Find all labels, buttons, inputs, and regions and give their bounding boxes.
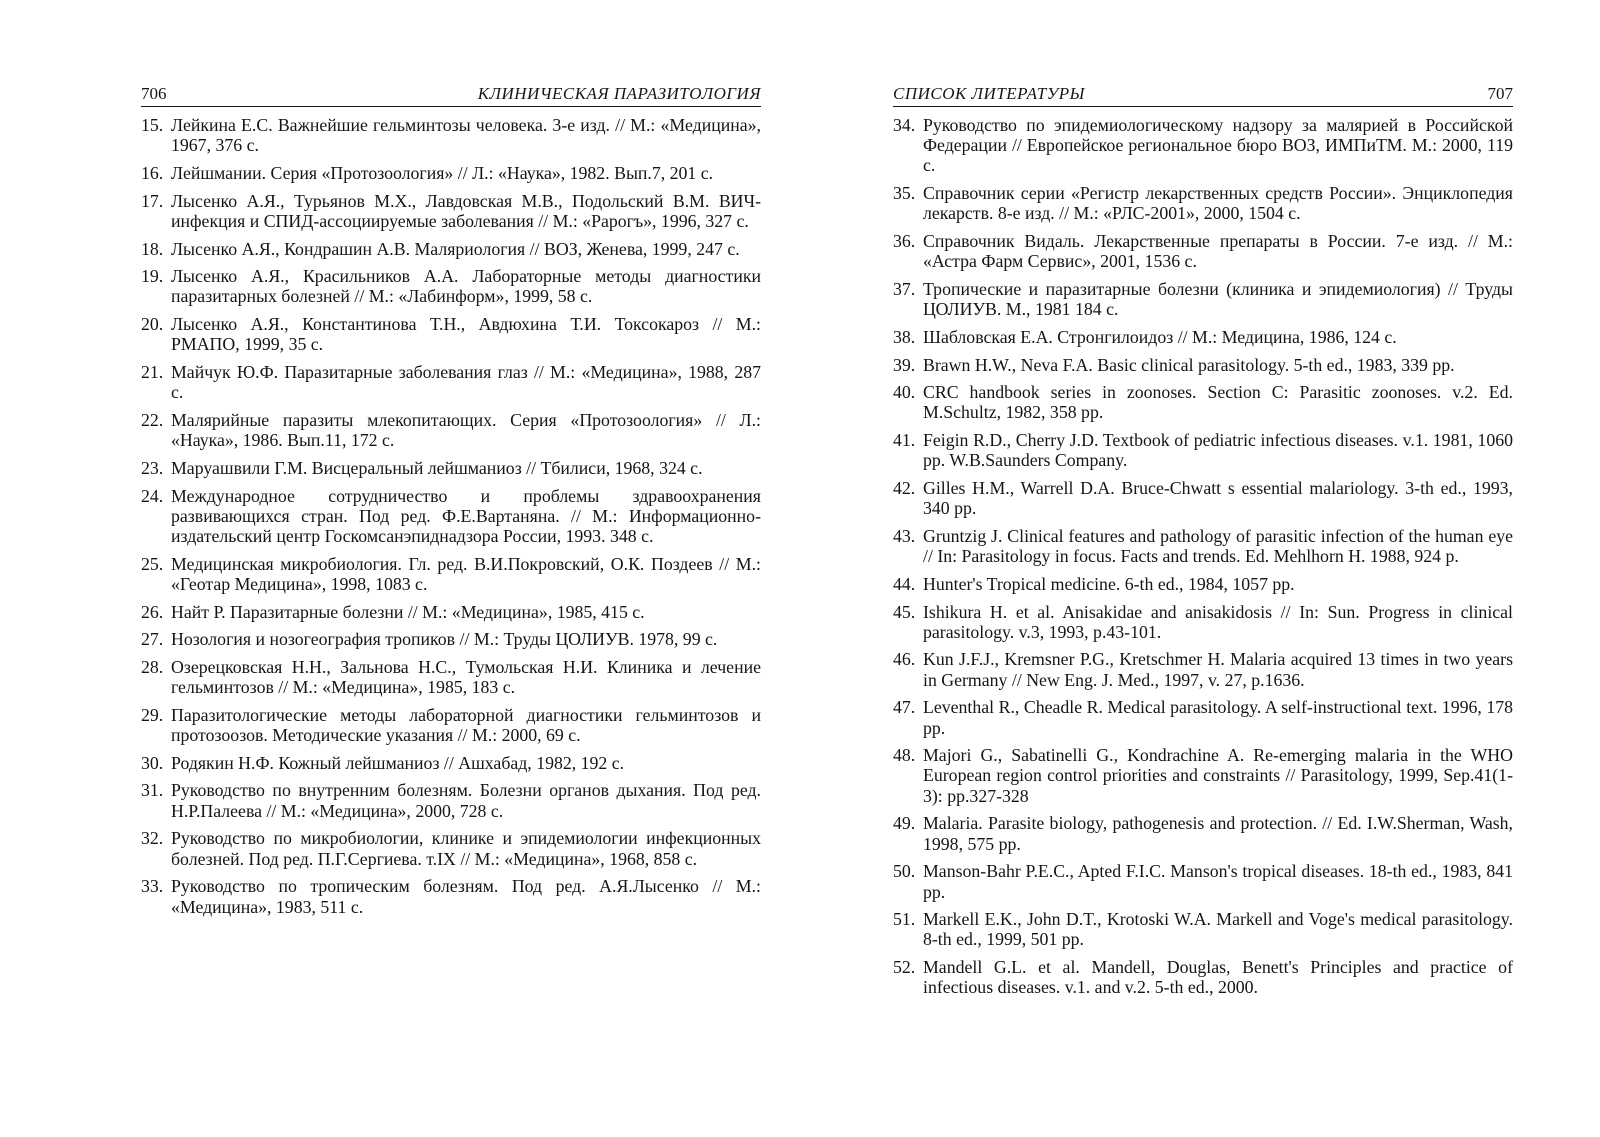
reference-number: 47. (893, 697, 916, 718)
reference-text: CRC handbook series in zoonoses. Section C: Parasitic zoonoses. v.2. Ed. M.Schultz, 1982, 358 pp. (923, 382, 1513, 423)
reference-item (141, 163, 761, 183)
reference-text: Лысенко А.Я., Константинова Т.Н., Авдюхина Т.И. Токсокароз // М.: РМАПО, 1999, 35 с. (171, 314, 761, 355)
reference-number: 46. (893, 649, 916, 670)
reference-number: 51. (893, 909, 916, 930)
reference-text: Manson-Bahr P.E.C., Apted F.I.C. Manson's tropical diseases. 18-th ed., 1983, 841 pp. (923, 861, 1513, 902)
right-running-head (893, 80, 1513, 107)
reference-item (141, 191, 761, 231)
reference-text: Лысенко А.Я., Турьянов М.Х., Лавдовская М.В., Подольский В.М. ВИЧ-инфекция и СПИД-ассоциируемые заболевания // М.: «Рарогъ», 1996, 327 с. (171, 190, 761, 231)
reference-text: Leventhal R., Cheadle R. Medical parasitology. A self-instructional text. 1996, 178 pp. (923, 697, 1513, 738)
reference-number: 19. (141, 266, 164, 287)
reference-text: Gilles H.M., Warrell D.A. Bruce-Chwatt s essential malariology. 3-th ed., 1993, 340 pp. (923, 478, 1513, 519)
reference-number: 52. (893, 957, 916, 978)
reference-number: 22. (141, 409, 164, 430)
reference-text: Родякин Н.Ф. Кожный лейшманиоз // Ашхабад, 1982, 192 с. (171, 752, 625, 773)
reference-text: Тропические и паразитарные болезни (клиника и эпидемиология) // Труды ЦОЛИУВ. М., 1981 184 с. (923, 278, 1513, 320)
reference-text: Международное сотрудничество и проблемы здравоохранения развивающихся стран. Под ред. Ф.Е.Вартаняна. // М.: Информационно-издательский центр Госкомсанэпиднадзора России, 1993. 348 с. (171, 485, 761, 546)
reference-item (893, 649, 1513, 689)
left-page-number: 706 (141, 84, 167, 103)
right-reference-list (893, 115, 1513, 998)
reference-text: Справочник Видаль. Лекарственные препараты в России. 7-е изд. // М.: «Астра Фарм Сервис», 2001, 1536 с. (923, 231, 1513, 272)
reference-number: 32. (141, 828, 164, 849)
reference-item (893, 478, 1513, 518)
reference-item (141, 410, 761, 450)
reference-number: 23. (141, 457, 164, 478)
reference-number: 26. (141, 601, 164, 622)
reference-item (893, 957, 1513, 997)
left-reference-list (141, 115, 761, 917)
reference-text: Майчук Ю.Ф. Паразитарные заболевания глаз // М.: «Медицина», 1988, 287 с. (171, 362, 761, 403)
reference-item (141, 876, 761, 916)
reference-item (893, 526, 1513, 566)
reference-number: 20. (141, 314, 164, 335)
reference-text: Руководство по эпидемиологическому надзору за малярией в Российской Федерации // Европейское региональное бюро ВОЗ, ИМПиТМ. М.: 2000, 119 с. (923, 115, 1513, 176)
reference-text: Руководство по тропическим болезням. Под ред. А.Я.Лысенко // М.: «Медицина», 1983, 511 с. (171, 876, 761, 917)
reference-item (893, 279, 1513, 319)
reference-item (893, 355, 1513, 375)
reference-number: 17. (141, 190, 164, 211)
right-page (893, 80, 1513, 1005)
reference-item (893, 382, 1513, 422)
reference-text: Malaria. Parasite biology, pathogenesis and protection. // Ed. I.W.Sherman, Wash, 1998, 575 pp. (923, 813, 1513, 854)
reference-number: 39. (893, 354, 916, 375)
reference-number: 25. (141, 553, 164, 574)
reference-number: 30. (141, 752, 164, 773)
reference-text: Нозология и нозогеография тропиков // М.: Труды ЦОЛИУВ. 1978, 99 с. (171, 629, 718, 650)
reference-text: Шабловская Е.А. Стронгилоидоз // М.: Медицина, 1986, 124 с. (923, 326, 1397, 347)
left-page (141, 80, 761, 924)
left-running-title: КЛИНИЧЕСКАЯ ПАРАЗИТОЛОГИЯ (477, 84, 761, 103)
reference-number: 24. (141, 485, 164, 506)
right-running-title: СПИСОК ЛИТЕРАТУРЫ (893, 84, 1085, 103)
reference-text: Kun J.F.J., Kremsner P.G., Kretschmer H. Malaria acquired 13 times in two years in Germany // New Eng. J. Med., 1997, v. 27, p.1636. (923, 649, 1513, 690)
reference-item (893, 813, 1513, 853)
reference-item (893, 574, 1513, 594)
reference-text: Лысенко А.Я., Кондрашин А.В. Маляриология // ВОЗ, Женева, 1999, 247 с. (171, 238, 740, 259)
reference-text: Ishikura H. et al. Anisakidae and anisakidosis // In: Sun. Progress in clinical parasitology. v.3, 1993, p.43-101. (923, 601, 1513, 642)
reference-item (141, 828, 761, 868)
reference-number: 18. (141, 238, 164, 259)
reference-text: Feigin R.D., Cherry J.D. Textbook of pediatric infectious diseases. v.1. 1981, 1060 pp. W.B.Saunders Company. (923, 430, 1513, 471)
reference-item (141, 314, 761, 354)
reference-text: Медицинская микробиология. Гл. ред. В.И.Покровский, О.К. Поздеев // М.: «Геотар Медицина», 1998, 1083 с. (171, 553, 761, 594)
reference-number: 35. (893, 183, 916, 204)
reference-number: 15. (141, 115, 164, 135)
reference-number: 49. (893, 813, 916, 834)
reference-text: Малярийные паразиты млекопитающих. Серия «Протозоология» // Л.: «Наука», 1986. Вып.11, 172 с. (171, 409, 761, 451)
reference-item (893, 909, 1513, 949)
reference-number: 38. (893, 326, 916, 347)
right-page-number: 707 (1487, 84, 1513, 103)
reference-item (893, 327, 1513, 347)
reference-number: 50. (893, 861, 916, 882)
reference-number: 45. (893, 601, 916, 622)
reference-number: 34. (893, 115, 916, 135)
reference-text: Brawn H.W., Neva F.A. Basic clinical parasitology. 5-th ed., 1983, 339 pp. (923, 354, 1455, 375)
reference-text: Найт Р. Паразитарные болезни // М.: «Медицина», 1985, 415 с. (171, 601, 645, 622)
reference-number: 43. (893, 525, 916, 546)
reference-text: Majori G., Sabatinelli G., Kondrachine A. Re-emerging malaria in the WHO European region control priorities and constraints // Parasitology, 1999, Sep.41(1-3): pp.327-328 (923, 745, 1513, 806)
reference-text: Лысенко А.Я., Красильников А.А. Лабораторные методы диагностики паразитарных болезней // М.: «Лабинформ», 1999, 58 с. (171, 266, 761, 307)
reference-number: 40. (893, 382, 916, 403)
reference-item (141, 239, 761, 259)
reference-text: Руководство по микробиологии, клинике и эпидемиологии инфекционных болезней. Под ред. П.Г.Сергиева. т.IX // М.: «Медицина», 1968, 858 с. (171, 828, 761, 869)
reference-text: Справочник серии «Регистр лекарственных средств России». Энциклопедия лекарств. 8-е изд. // М.: «РЛС-2001», 2000, 1504 с. (923, 183, 1513, 224)
reference-text: Лейкина Е.С. Важнейшие гельминтозы человека. 3-е изд. // М.: «Медицина», 1967, 376 с. (171, 115, 761, 156)
reference-number: 41. (893, 430, 916, 451)
reference-item (141, 486, 761, 547)
reference-number: 36. (893, 231, 916, 252)
reference-item (893, 861, 1513, 901)
reference-text: Озерецковская Н.Н., Зальнова Н.С., Тумольская Н.И. Клиника и лечение гельминтозов // М.: «Медицина», 1985, 183 с. (171, 656, 761, 698)
reference-number: 48. (893, 745, 916, 766)
reference-number: 31. (141, 780, 164, 801)
reference-item (893, 231, 1513, 271)
reference-item (141, 780, 761, 820)
reference-item (893, 183, 1513, 223)
reference-text: Лейшмании. Серия «Протозоология» // Л.: «Наука», 1982. Вып.7, 201 с. (171, 162, 714, 183)
reference-number: 21. (141, 362, 164, 383)
reference-item (893, 602, 1513, 642)
reference-number: 29. (141, 704, 164, 725)
reference-item (893, 430, 1513, 470)
left-running-head (141, 80, 761, 107)
reference-text: Mandell G.L. et al. Mandell, Douglas, Benett's Principles and practice of infectious diseases. v.1. and v.2. 5-th ed., 2000. (923, 957, 1513, 998)
reference-item (141, 705, 761, 745)
reference-text: Руководство по внутренним болезням. Болезни органов дыхания. Под ред. Н.Р.Палеева // М.: «Медицина», 2000, 728 с. (171, 780, 761, 821)
reference-text: Маруашвили Г.М. Висцеральный лейшманиоз // Тбилиси, 1968, 324 с. (171, 457, 703, 478)
reference-number: 37. (893, 278, 916, 299)
reference-item (893, 115, 1513, 176)
reference-item (141, 657, 761, 697)
reference-item (893, 697, 1513, 737)
reference-number: 33. (141, 876, 164, 897)
reference-item (141, 362, 761, 402)
reference-number: 44. (893, 573, 916, 594)
reference-text: Markell E.K., John D.T., Krotoski W.A. Markell and Voge's medical parasitology. 8-th ed., 1999, 501 pp. (923, 909, 1513, 950)
reference-number: 16. (141, 162, 164, 183)
reference-item (141, 753, 761, 773)
reference-text: Hunter's Tropical medicine. 6-th ed., 1984, 1057 pp. (923, 573, 1295, 594)
reference-number: 28. (141, 656, 164, 677)
reference-text: Паразитологические методы лабораторной диагностики гельминтозов и протозоозов. Методические указания // М.: 2000, 69 с. (171, 704, 761, 746)
reference-number: 27. (141, 629, 164, 650)
reference-item (141, 115, 761, 155)
reference-item (141, 266, 761, 306)
reference-number: 42. (893, 478, 916, 499)
reference-item (141, 602, 761, 622)
reference-item (141, 458, 761, 478)
reference-text: Gruntzig J. Clinical features and pathology of parasitic infection of the human eye // In: Parasitology in focus. Facts and trends. Ed. Mehlhorn H. 1988, 924 p. (923, 525, 1513, 567)
reference-item (141, 629, 761, 649)
reference-item (893, 745, 1513, 806)
reference-item (141, 554, 761, 594)
